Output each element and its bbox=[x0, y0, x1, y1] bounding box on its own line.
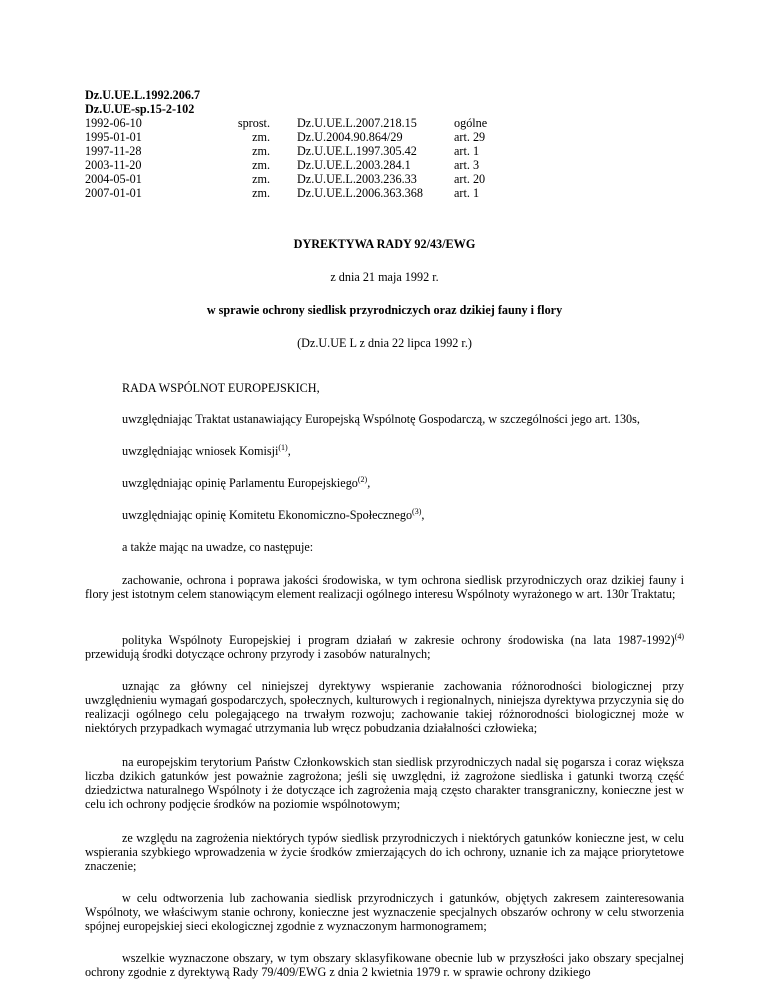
history-row bbox=[85, 130, 514, 144]
history-date: 2004-05-01 bbox=[85, 172, 142, 186]
history-date: 2007-01-01 bbox=[85, 186, 142, 200]
recital-treaty: uwzględniając Traktat ustanawiający Europejską Wspólnotę Gospodarczą, w szczególności jego art. 130s, bbox=[122, 412, 640, 426]
history-row bbox=[85, 172, 514, 186]
history-row bbox=[85, 144, 514, 158]
paragraph-3: uznając za główny cel niniejszej dyrektywy wspieranie zachowania różnorodności biologicznej przy uwzględnieniu wymagań gospodarczych, społecznych, kulturowych i regionalnych, niniejsza dyrektywa przyczynia się do realizacji ogólnego celu polegającego na trwałym rozwoju; zachowanie takiej różnorodności biologicznej może w niektórych przypadkach wymagać utrzymania lub wręcz pobudzania działalności człowieka; bbox=[85, 679, 684, 735]
history-change-type: zm. bbox=[252, 158, 270, 172]
history-date: 1992-06-10 bbox=[85, 116, 142, 130]
paragraph-5: ze względu na zagrożenia niektórych typów siedlisk przyrodniczych i niektórych gatunków konieczne jest, w celu wspierania szybkiego wprowadzenia w życie środków zmierzających do ich ochrony, uznanie ich za mające priorytetowe znaczenie; bbox=[85, 831, 684, 873]
history-change-type: zm. bbox=[252, 130, 270, 144]
directive-subject: w sprawie ochrony siedlisk przyrodniczych oraz dzikiej fauny i flory bbox=[206, 303, 563, 317]
reference-header bbox=[85, 88, 200, 116]
recital-whereas: a także mając na uwadze, co następuje: bbox=[122, 540, 314, 554]
history-reference: Dz.U.UE.L.1997.305.42 bbox=[297, 144, 417, 158]
council-heading: RADA WSPÓLNOT EUROPEJSKICH, bbox=[122, 381, 320, 395]
history-date: 1997-11-28 bbox=[85, 144, 142, 158]
history-scope: art. 29 bbox=[454, 130, 486, 144]
history-change-type: zm. bbox=[252, 172, 270, 186]
history-scope: ogólne bbox=[454, 116, 488, 130]
publication-reference: (Dz.U.UE L z dnia 22 lipca 1992 r.) bbox=[297, 336, 472, 350]
directive-title: DYREKTYWA RADY 92/43/EWG bbox=[293, 237, 476, 251]
history-reference: Dz.U.2004.90.864/29 bbox=[297, 130, 403, 144]
history-scope: art. 1 bbox=[454, 186, 480, 200]
history-reference: Dz.U.UE.L.2006.363.368 bbox=[297, 186, 423, 200]
recital-parliament: uwzględniając opinię Parlamentu Europejskiego$^{(2)}$, bbox=[122, 475, 371, 490]
directive-date: z dnia 21 maja 1992 r. bbox=[330, 270, 439, 284]
history-reference: Dz.U.UE.L.2003.236.33 bbox=[297, 172, 417, 186]
paragraph-1: zachowanie, ochrona i poprawa jakości środowiska, w tym ochrona siedlisk przyrodniczych oraz dzikiej fauny i flory jest istotnym celem stanowiącym element realizacji ogólnego interesu Wspólnoty wyrażonego w art. 130r Traktatu; bbox=[85, 573, 684, 601]
history-row bbox=[85, 158, 514, 172]
footnote-4: (4) bbox=[674, 632, 684, 641]
footnote-3: (3) bbox=[412, 507, 422, 516]
history-change-type: zm. bbox=[252, 186, 270, 200]
recital-commission: uwzględniając wniosek Komisji$^{(1)}$, bbox=[122, 443, 291, 458]
history-reference: Dz.U.UE.L.2007.218.15 bbox=[297, 116, 417, 130]
footnote-1: (1) bbox=[278, 443, 288, 452]
history-change-type: sprost. bbox=[237, 116, 270, 130]
history-date: 2003-11-20 bbox=[85, 158, 142, 172]
recital-committee: uwzględniając opinię Komitetu Ekonomiczno-Społecznego$^{(3)}$, bbox=[122, 507, 425, 522]
history-scope: art. 20 bbox=[454, 172, 486, 186]
footnote-2: (2) bbox=[357, 475, 368, 484]
special-edition-reference: Dz.U.UE-sp.15-2-102 bbox=[85, 102, 195, 116]
history-scope: art. 1 bbox=[454, 144, 480, 158]
primary-reference: Dz.U.UE.L.1992.206.7 bbox=[85, 88, 201, 102]
history-scope: art. 3 bbox=[454, 158, 480, 172]
amendment-history-table bbox=[85, 116, 514, 200]
history-change-type: zm. bbox=[252, 144, 270, 158]
paragraph-4: na europejskim terytorium Państw Członkowskich stan siedlisk przyrodniczych nadal się pogarsza i coraz większa liczba dzikich gatunków jest poważnie zagrożona; jeśli się uwzględni, iż zagrożone siedliska i gatunki tworzą część dziedzictwa naturalnego Wspólnoty i że dotyczące ich zagrożenia mają często charakter transgraniczny, konieczne jest w celu ich ochrony podjęcie środków na poziomie wspólnotowym; bbox=[85, 755, 684, 811]
history-row bbox=[85, 116, 514, 130]
history-row bbox=[85, 186, 514, 200]
history-reference: Dz.U.UE.L.2003.284.1 bbox=[297, 158, 411, 172]
paragraph-7: wszelkie wyznaczone obszary, w tym obszary sklasyfikowane obecnie lub w przyszłości jako obszary specjalnej ochrony zgodnie z dyrektywą Rady 79/409/EWG z dnia 2 kwietnia 1979 r. w sprawie ochrony dzikiego bbox=[85, 951, 684, 979]
paragraph-2: polityka Wspólnoty Europejskiej i program działań w zakresie ochrony środowiska (na lata 1987-1992)$^{(4)}$ przewidują środki dotyczące ochrony przyrody i zasobów naturalnych; bbox=[85, 632, 684, 661]
paragraph-6: w celu odtworzenia lub zachowania siedlisk przyrodniczych i gatunków, objętych zakresem zainteresowania Wspólnoty, we właściwym stanie ochrony, konieczne jest wyznaczenie specjalnych obszarów ochrony w celu stworzenia spójnej europejskiej sieci ekologicznej zgodnie z wyznaczonym harmonogramem; bbox=[85, 891, 684, 933]
history-date: 1995-01-01 bbox=[85, 130, 142, 144]
